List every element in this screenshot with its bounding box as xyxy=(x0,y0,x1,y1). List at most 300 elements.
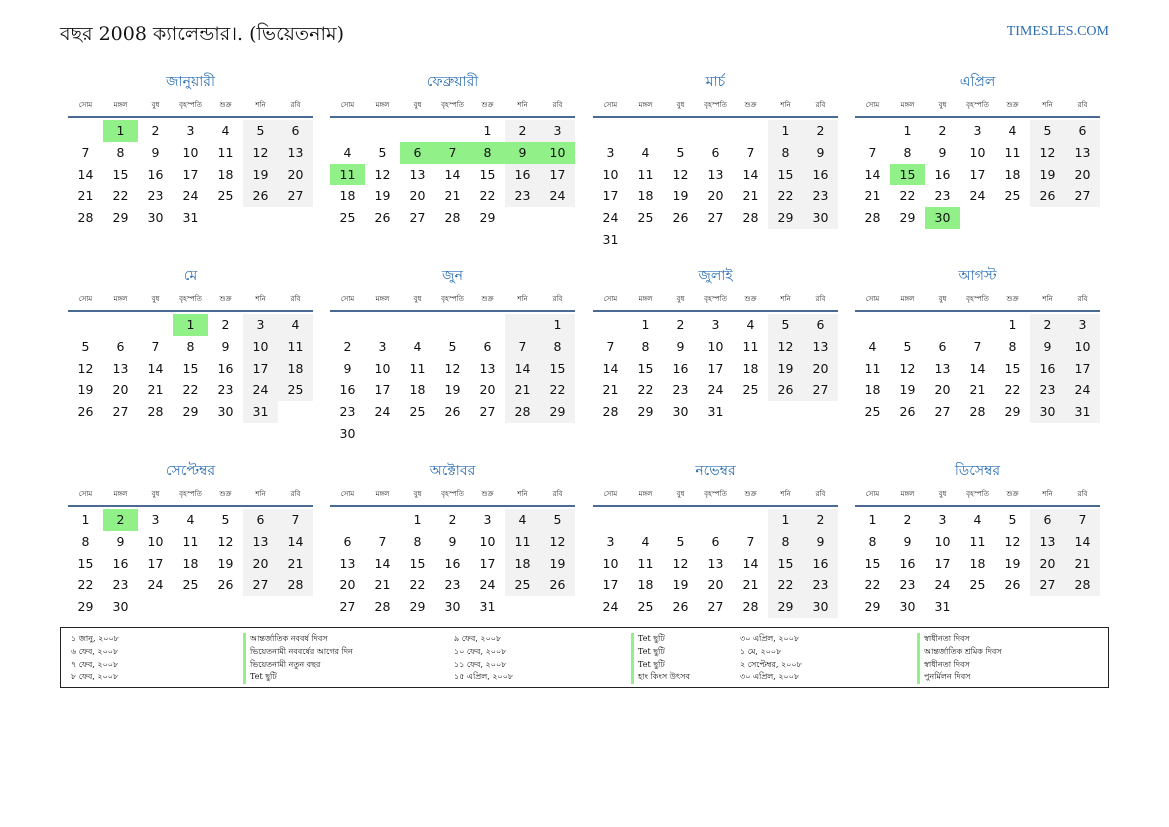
day-cell[interactable]: 28 xyxy=(742,599,759,615)
day-cell[interactable]: 15 xyxy=(1004,360,1021,376)
day-cell[interactable]: 10 xyxy=(182,144,199,160)
day-cell[interactable]: 6 xyxy=(483,338,492,354)
day-cell[interactable]: 17 xyxy=(602,577,619,593)
day-cell[interactable]: 4 xyxy=(641,533,650,549)
day-cell[interactable]: 5 xyxy=(540,509,575,531)
day-cell[interactable]: 18 xyxy=(742,360,759,376)
day-cell[interactable]: 24 xyxy=(540,185,575,207)
day-cell[interactable]: 4 xyxy=(221,123,230,138)
day-cell[interactable]: 4 xyxy=(973,512,982,527)
day-cell[interactable]: 13 xyxy=(1065,142,1100,164)
day-cell[interactable]: 22 xyxy=(899,188,916,204)
day-cell[interactable]: 2 xyxy=(903,512,912,527)
day-cell[interactable]: 28 xyxy=(278,574,313,596)
day-cell[interactable]: 15 xyxy=(409,555,426,571)
day-cell[interactable]: 2 xyxy=(803,120,838,142)
day-cell[interactable]: 1 xyxy=(868,512,877,527)
day-cell[interactable]: 22 xyxy=(77,577,94,593)
day-cell[interactable]: 9 xyxy=(343,360,352,376)
day-cell[interactable]: 31 xyxy=(602,231,619,247)
day-cell[interactable]: 19 xyxy=(243,164,278,186)
day-cell[interactable]: 2 xyxy=(676,317,685,332)
day-cell[interactable]: 14 xyxy=(864,166,881,182)
day-cell[interactable]: 24 xyxy=(147,577,164,593)
day-cell[interactable]: 9 xyxy=(151,144,160,160)
day-cell[interactable]: 5 xyxy=(676,144,685,160)
day-cell[interactable]: 31 xyxy=(243,401,278,423)
day-cell[interactable]: 26 xyxy=(1030,185,1065,207)
day-cell[interactable]: 25 xyxy=(637,210,654,226)
day-cell[interactable]: 19 xyxy=(768,358,803,380)
day-cell[interactable]: 20 xyxy=(479,382,496,398)
day-cell[interactable]: 23 xyxy=(505,185,540,207)
day-cell[interactable]: 20 xyxy=(112,382,129,398)
day-cell[interactable]: 28 xyxy=(969,404,986,420)
day-cell[interactable]: 15 xyxy=(637,360,654,376)
day-cell[interactable]: 9 xyxy=(676,338,685,354)
day-cell[interactable]: 7 xyxy=(746,144,755,160)
day-cell[interactable]: 1 xyxy=(768,509,803,531)
day-cell[interactable]: 23 xyxy=(803,574,838,596)
day-cell[interactable]: 27 xyxy=(707,210,724,226)
day-cell[interactable]: 12 xyxy=(672,555,689,571)
day-cell[interactable]: 29 xyxy=(112,210,129,226)
day-cell[interactable]: 3 xyxy=(606,533,615,549)
day-cell[interactable]: 7 xyxy=(435,142,470,164)
day-cell[interactable]: 7 xyxy=(278,509,313,531)
day-cell[interactable]: 5 xyxy=(81,338,90,354)
day-cell[interactable]: 9 xyxy=(505,142,540,164)
day-cell[interactable]: 23 xyxy=(112,577,129,593)
day-cell[interactable]: 8 xyxy=(868,533,877,549)
day-cell[interactable]: 14 xyxy=(147,360,164,376)
day-cell[interactable]: 6 xyxy=(938,338,947,354)
day-cell[interactable]: 12 xyxy=(899,360,916,376)
day-cell[interactable]: 24 xyxy=(969,188,986,204)
day-cell[interactable]: 21 xyxy=(602,382,619,398)
day-cell[interactable]: 4 xyxy=(746,317,755,332)
day-cell[interactable]: 3 xyxy=(1065,314,1100,336)
day-cell[interactable]: 30 xyxy=(147,210,164,226)
day-cell[interactable]: 22 xyxy=(182,382,199,398)
day-cell[interactable]: 20 xyxy=(934,382,951,398)
day-cell[interactable]: 10 xyxy=(1065,336,1100,358)
day-cell[interactable]: 13 xyxy=(409,166,426,182)
day-cell[interactable]: 23 xyxy=(147,188,164,204)
day-cell[interactable]: 17 xyxy=(934,555,951,571)
day-cell[interactable]: 2 xyxy=(803,509,838,531)
day-cell[interactable]: 20 xyxy=(339,577,356,593)
day-cell[interactable]: 27 xyxy=(339,599,356,615)
day-cell[interactable]: 30 xyxy=(899,599,916,615)
day-cell[interactable]: 9 xyxy=(116,533,125,549)
day-cell[interactable]: 17 xyxy=(243,358,278,380)
day-cell[interactable]: 24 xyxy=(602,210,619,226)
day-cell[interactable]: 3 xyxy=(186,123,195,138)
day-cell[interactable]: 2 xyxy=(221,317,230,332)
day-cell[interactable]: 18 xyxy=(1004,166,1021,182)
day-cell[interactable]: 15 xyxy=(77,555,94,571)
day-cell[interactable]: 14 xyxy=(505,358,540,380)
site-link[interactable]: TIMESLES.COM xyxy=(1006,24,1109,39)
day-cell[interactable]: 11 xyxy=(864,360,881,376)
day-cell[interactable]: 9 xyxy=(803,142,838,164)
day-cell[interactable]: 9 xyxy=(903,533,912,549)
day-cell[interactable]: 2 xyxy=(151,123,160,138)
day-cell[interactable]: 25 xyxy=(742,382,759,398)
day-cell[interactable]: 22 xyxy=(112,188,129,204)
day-cell[interactable]: 29 xyxy=(864,599,881,615)
day-cell[interactable]: 4 xyxy=(413,338,422,354)
day-cell[interactable]: 27 xyxy=(112,404,129,420)
day-cell[interactable]: 18 xyxy=(637,577,654,593)
day-cell[interactable]: 1 xyxy=(641,317,650,332)
day-cell[interactable]: 5 xyxy=(1030,120,1065,142)
day-cell[interactable]: 8 xyxy=(768,142,803,164)
day-cell[interactable]: 26 xyxy=(899,404,916,420)
day-cell[interactable]: 24 xyxy=(479,577,496,593)
day-cell[interactable]: 18 xyxy=(969,555,986,571)
day-cell[interactable]: 27 xyxy=(278,185,313,207)
day-cell[interactable]: 14 xyxy=(969,360,986,376)
day-cell[interactable]: 17 xyxy=(707,360,724,376)
day-cell[interactable]: 17 xyxy=(969,166,986,182)
day-cell[interactable]: 25 xyxy=(505,574,540,596)
day-cell[interactable]: 26 xyxy=(672,599,689,615)
day-cell[interactable]: 26 xyxy=(374,210,391,226)
day-cell[interactable]: 16 xyxy=(217,360,234,376)
day-cell[interactable]: 25 xyxy=(182,577,199,593)
day-cell[interactable]: 3 xyxy=(938,512,947,527)
day-cell[interactable]: 14 xyxy=(602,360,619,376)
day-cell[interactable]: 7 xyxy=(151,338,160,354)
day-cell[interactable]: 20 xyxy=(707,577,724,593)
day-cell[interactable]: 6 xyxy=(711,533,720,549)
day-cell[interactable]: 11 xyxy=(409,360,426,376)
day-cell[interactable]: 10 xyxy=(243,336,278,358)
day-cell[interactable]: 22 xyxy=(637,382,654,398)
day-cell[interactable]: 18 xyxy=(217,166,234,182)
day-cell[interactable]: 21 xyxy=(969,382,986,398)
day-cell[interactable]: 6 xyxy=(116,338,125,354)
day-cell[interactable]: 13 xyxy=(803,336,838,358)
day-cell[interactable]: 19 xyxy=(899,382,916,398)
day-cell[interactable]: 12 xyxy=(217,533,234,549)
day-cell[interactable]: 4 xyxy=(505,509,540,531)
day-cell[interactable]: 31 xyxy=(182,210,199,226)
day-cell[interactable]: 29 xyxy=(899,210,916,226)
day-cell[interactable]: 23 xyxy=(803,185,838,207)
day-cell[interactable]: 12 xyxy=(540,531,575,553)
day-cell[interactable]: 2 xyxy=(103,509,138,531)
day-cell[interactable]: 8 xyxy=(186,338,195,354)
day-cell[interactable]: 17 xyxy=(147,555,164,571)
day-cell[interactable]: 13 xyxy=(934,360,951,376)
day-cell[interactable]: 16 xyxy=(899,555,916,571)
day-cell[interactable]: 5 xyxy=(221,512,230,527)
day-cell[interactable]: 13 xyxy=(707,166,724,182)
day-cell[interactable]: 10 xyxy=(479,533,496,549)
day-cell[interactable]: 5 xyxy=(448,338,457,354)
day-cell[interactable]: 30 xyxy=(1030,401,1065,423)
day-cell[interactable]: 21 xyxy=(147,382,164,398)
day-cell[interactable]: 21 xyxy=(278,553,313,575)
day-cell[interactable]: 6 xyxy=(343,533,352,549)
day-cell[interactable]: 19 xyxy=(444,382,461,398)
day-cell[interactable]: 12 xyxy=(1030,142,1065,164)
day-cell[interactable]: 11 xyxy=(182,533,199,549)
day-cell[interactable]: 8 xyxy=(540,336,575,358)
day-cell[interactable]: 23 xyxy=(217,382,234,398)
day-cell[interactable]: 6 xyxy=(1065,120,1100,142)
day-cell[interactable]: 12 xyxy=(243,142,278,164)
day-cell[interactable]: 1 xyxy=(173,314,208,336)
day-cell[interactable]: 9 xyxy=(938,144,947,160)
day-cell[interactable]: 3 xyxy=(606,144,615,160)
day-cell[interactable]: 22 xyxy=(768,574,803,596)
day-cell[interactable]: 27 xyxy=(934,404,951,420)
day-cell[interactable]: 6 xyxy=(278,120,313,142)
day-cell[interactable]: 28 xyxy=(742,210,759,226)
day-cell[interactable]: 30 xyxy=(339,425,356,441)
day-cell[interactable]: 26 xyxy=(768,379,803,401)
day-cell[interactable]: 4 xyxy=(278,314,313,336)
day-cell[interactable]: 20 xyxy=(707,188,724,204)
day-cell[interactable]: 1 xyxy=(540,314,575,336)
day-cell[interactable]: 8 xyxy=(1008,338,1017,354)
day-cell[interactable]: 3 xyxy=(243,314,278,336)
day-cell[interactable]: 26 xyxy=(217,577,234,593)
day-cell[interactable]: 28 xyxy=(864,210,881,226)
day-cell[interactable]: 1 xyxy=(483,123,492,138)
day-cell[interactable]: 10 xyxy=(969,144,986,160)
day-cell[interactable]: 16 xyxy=(505,164,540,186)
day-cell[interactable]: 16 xyxy=(1030,358,1065,380)
day-cell[interactable]: 3 xyxy=(378,338,387,354)
day-cell[interactable]: 11 xyxy=(278,336,313,358)
day-cell[interactable]: 18 xyxy=(637,188,654,204)
day-cell[interactable]: 20 xyxy=(278,164,313,186)
day-cell[interactable]: 8 xyxy=(641,338,650,354)
day-cell[interactable]: 7 xyxy=(868,144,877,160)
day-cell[interactable]: 15 xyxy=(112,166,129,182)
day-cell[interactable]: 19 xyxy=(1004,555,1021,571)
day-cell[interactable]: 15 xyxy=(479,166,496,182)
day-cell[interactable]: 15 xyxy=(182,360,199,376)
day-cell[interactable]: 5 xyxy=(903,338,912,354)
day-cell[interactable]: 4 xyxy=(1008,123,1017,138)
day-cell[interactable]: 30 xyxy=(112,599,129,615)
day-cell[interactable]: 18 xyxy=(182,555,199,571)
day-cell[interactable]: 30 xyxy=(803,596,838,618)
day-cell[interactable]: 22 xyxy=(409,577,426,593)
day-cell[interactable]: 2 xyxy=(1030,314,1065,336)
day-cell[interactable]: 25 xyxy=(278,379,313,401)
day-cell[interactable]: 31 xyxy=(479,599,496,615)
day-cell[interactable]: 18 xyxy=(278,358,313,380)
day-cell[interactable]: 10 xyxy=(374,360,391,376)
day-cell[interactable]: 26 xyxy=(77,404,94,420)
day-cell[interactable]: 19 xyxy=(217,555,234,571)
day-cell[interactable]: 28 xyxy=(1065,574,1100,596)
day-cell[interactable]: 4 xyxy=(868,338,877,354)
day-cell[interactable]: 11 xyxy=(637,166,654,182)
day-cell[interactable]: 1 xyxy=(103,120,138,142)
day-cell[interactable]: 13 xyxy=(278,142,313,164)
day-cell[interactable]: 21 xyxy=(742,188,759,204)
day-cell[interactable]: 29 xyxy=(768,596,803,618)
day-cell[interactable]: 28 xyxy=(77,210,94,226)
day-cell[interactable]: 14 xyxy=(742,555,759,571)
day-cell[interactable]: 29 xyxy=(1004,404,1021,420)
day-cell[interactable]: 11 xyxy=(505,531,540,553)
day-cell[interactable]: 4 xyxy=(641,144,650,160)
day-cell[interactable]: 27 xyxy=(409,210,426,226)
day-cell[interactable]: 14 xyxy=(1065,531,1100,553)
day-cell[interactable]: 11 xyxy=(742,338,759,354)
day-cell[interactable]: 13 xyxy=(339,555,356,571)
day-cell[interactable]: 13 xyxy=(243,531,278,553)
day-cell[interactable]: 16 xyxy=(147,166,164,182)
day-cell[interactable]: 6 xyxy=(1030,509,1065,531)
day-cell[interactable]: 21 xyxy=(864,188,881,204)
day-cell[interactable]: 12 xyxy=(768,336,803,358)
day-cell[interactable]: 4 xyxy=(186,512,195,527)
day-cell[interactable]: 12 xyxy=(444,360,461,376)
day-cell[interactable]: 10 xyxy=(602,555,619,571)
day-cell[interactable]: 6 xyxy=(400,142,435,164)
day-cell[interactable]: 25 xyxy=(637,599,654,615)
day-cell[interactable]: 31 xyxy=(707,404,724,420)
day-cell[interactable]: 7 xyxy=(606,338,615,354)
day-cell[interactable]: 3 xyxy=(973,123,982,138)
day-cell[interactable]: 20 xyxy=(803,358,838,380)
day-cell[interactable]: 22 xyxy=(768,185,803,207)
day-cell[interactable]: 1 xyxy=(903,123,912,138)
day-cell[interactable]: 13 xyxy=(1030,531,1065,553)
day-cell[interactable]: 14 xyxy=(278,531,313,553)
day-cell[interactable]: 18 xyxy=(505,553,540,575)
day-cell[interactable]: 21 xyxy=(444,188,461,204)
day-cell[interactable]: 17 xyxy=(479,555,496,571)
day-cell[interactable]: 15 xyxy=(890,164,925,186)
day-cell[interactable]: 9 xyxy=(448,533,457,549)
day-cell[interactable]: 21 xyxy=(742,577,759,593)
day-cell[interactable]: 2 xyxy=(448,512,457,527)
day-cell[interactable]: 17 xyxy=(602,188,619,204)
day-cell[interactable]: 22 xyxy=(1004,382,1021,398)
day-cell[interactable]: 20 xyxy=(243,553,278,575)
day-cell[interactable]: 16 xyxy=(803,164,838,186)
day-cell[interactable]: 14 xyxy=(742,166,759,182)
day-cell[interactable]: 21 xyxy=(374,577,391,593)
day-cell[interactable]: 27 xyxy=(243,574,278,596)
day-cell[interactable]: 8 xyxy=(768,531,803,553)
day-cell[interactable]: 14 xyxy=(374,555,391,571)
day-cell[interactable]: 2 xyxy=(938,123,947,138)
day-cell[interactable]: 26 xyxy=(672,210,689,226)
day-cell[interactable]: 23 xyxy=(672,382,689,398)
day-cell[interactable]: 4 xyxy=(343,144,352,160)
day-cell[interactable]: 8 xyxy=(81,533,90,549)
day-cell[interactable]: 28 xyxy=(444,210,461,226)
day-cell[interactable]: 24 xyxy=(182,188,199,204)
day-cell[interactable]: 26 xyxy=(1004,577,1021,593)
day-cell[interactable]: 19 xyxy=(672,188,689,204)
day-cell[interactable]: 26 xyxy=(540,574,575,596)
day-cell[interactable]: 24 xyxy=(374,404,391,420)
day-cell[interactable]: 25 xyxy=(969,577,986,593)
day-cell[interactable]: 10 xyxy=(147,533,164,549)
day-cell[interactable]: 7 xyxy=(378,533,387,549)
day-cell[interactable]: 23 xyxy=(934,188,951,204)
day-cell[interactable]: 10 xyxy=(540,142,575,164)
day-cell[interactable]: 5 xyxy=(676,533,685,549)
day-cell[interactable]: 6 xyxy=(803,314,838,336)
day-cell[interactable]: 19 xyxy=(540,553,575,575)
day-cell[interactable]: 3 xyxy=(540,120,575,142)
day-cell[interactable]: 29 xyxy=(479,210,496,226)
day-cell[interactable]: 10 xyxy=(707,338,724,354)
day-cell[interactable]: 13 xyxy=(112,360,129,376)
day-cell[interactable]: 13 xyxy=(707,555,724,571)
day-cell[interactable]: 19 xyxy=(672,577,689,593)
day-cell[interactable]: 11 xyxy=(637,555,654,571)
day-cell[interactable]: 1 xyxy=(768,120,803,142)
day-cell[interactable]: 6 xyxy=(711,144,720,160)
day-cell[interactable]: 20 xyxy=(409,188,426,204)
day-cell[interactable]: 1 xyxy=(81,512,90,527)
day-cell[interactable]: 15 xyxy=(864,555,881,571)
day-cell[interactable]: 24 xyxy=(602,599,619,615)
day-cell[interactable]: 29 xyxy=(77,599,94,615)
day-cell[interactable]: 30 xyxy=(217,404,234,420)
day-cell[interactable]: 28 xyxy=(505,401,540,423)
day-cell[interactable]: 3 xyxy=(483,512,492,527)
day-cell[interactable]: 15 xyxy=(768,164,803,186)
day-cell[interactable]: 23 xyxy=(1030,379,1065,401)
day-cell[interactable]: 8 xyxy=(413,533,422,549)
day-cell[interactable]: 3 xyxy=(711,317,720,332)
day-cell[interactable]: 8 xyxy=(116,144,125,160)
day-cell[interactable]: 9 xyxy=(803,531,838,553)
day-cell[interactable]: 15 xyxy=(768,553,803,575)
day-cell[interactable]: 3 xyxy=(151,512,160,527)
day-cell[interactable]: 16 xyxy=(339,382,356,398)
day-cell[interactable]: 1 xyxy=(413,512,422,527)
day-cell[interactable]: 5 xyxy=(243,120,278,142)
day-cell[interactable]: 21 xyxy=(505,379,540,401)
day-cell[interactable]: 11 xyxy=(330,164,365,186)
day-cell[interactable]: 27 xyxy=(1030,574,1065,596)
day-cell[interactable]: 25 xyxy=(1004,188,1021,204)
day-cell[interactable]: 15 xyxy=(540,358,575,380)
day-cell[interactable]: 12 xyxy=(1004,533,1021,549)
day-cell[interactable]: 23 xyxy=(339,404,356,420)
day-cell[interactable]: 8 xyxy=(903,144,912,160)
day-cell[interactable]: 27 xyxy=(803,379,838,401)
day-cell[interactable]: 5 xyxy=(378,144,387,160)
day-cell[interactable]: 25 xyxy=(339,210,356,226)
day-cell[interactable]: 1 xyxy=(1008,317,1017,332)
day-cell[interactable]: 30 xyxy=(803,207,838,229)
day-cell[interactable]: 14 xyxy=(444,166,461,182)
day-cell[interactable]: 28 xyxy=(147,404,164,420)
day-cell[interactable]: 20 xyxy=(1030,553,1065,575)
day-cell[interactable]: 22 xyxy=(479,188,496,204)
day-cell[interactable]: 16 xyxy=(934,166,951,182)
day-cell[interactable]: 30 xyxy=(672,404,689,420)
